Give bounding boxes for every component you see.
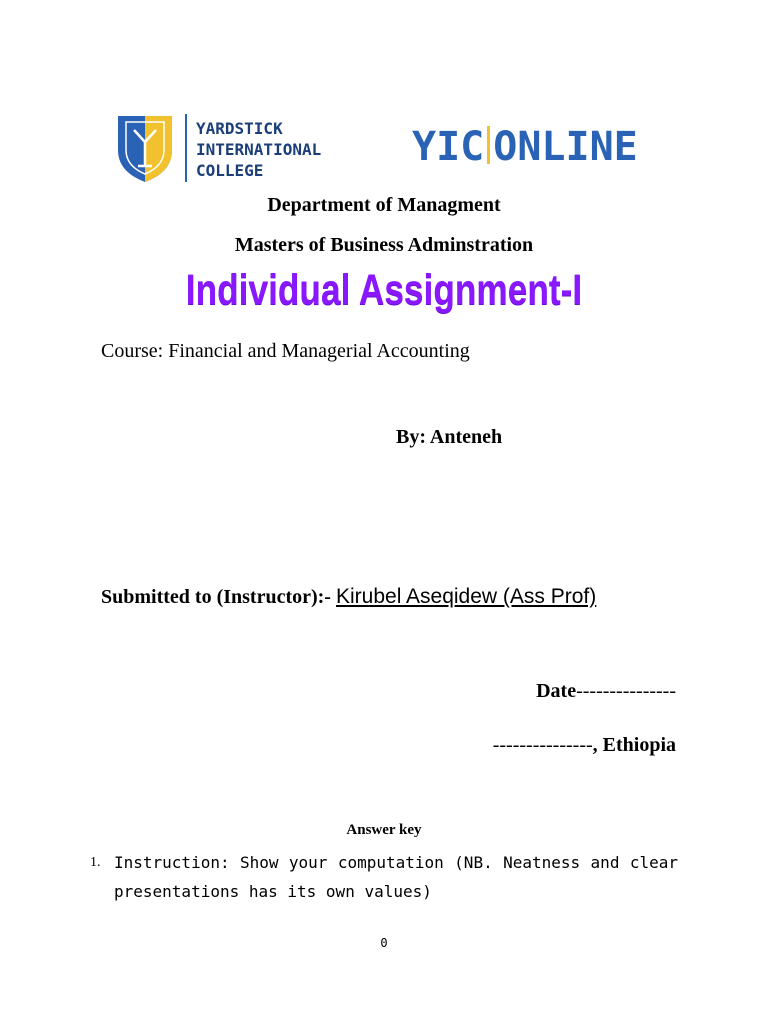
country: , Ethiopia: [592, 734, 676, 756]
course-name: Course: Financial and Managerial Accounting: [101, 340, 470, 362]
instruction-number: 1.: [90, 855, 101, 870]
date-blank: ---------------: [576, 680, 676, 702]
date-line: [536, 680, 676, 703]
logo-divider: [487, 126, 490, 164]
logo-line-2: INTERNATIONAL: [196, 140, 322, 159]
logo-online: ONLINE: [493, 124, 638, 170]
location-line: [493, 734, 676, 757]
author-line: By: Anteneh: [396, 426, 503, 448]
yic-online-logo: [412, 122, 662, 172]
instructor-name: Kirubel Aseqidew (Ass Prof): [335, 585, 597, 608]
logo-line-3: COLLEGE: [196, 161, 264, 180]
page-number: 0: [380, 936, 388, 950]
city-blank: ---------------: [492, 734, 593, 756]
instruction-item: [90, 848, 678, 906]
logo-yic: YIC: [412, 124, 485, 170]
program-heading: Masters of Business Adminstration: [234, 234, 534, 256]
date-label: Date: [536, 680, 577, 702]
logo-line-1: YARDSTICK: [196, 119, 283, 138]
assignment-title: Individual Assignment-I: [185, 266, 583, 314]
answer-key-heading: Answer key: [346, 822, 422, 838]
yardstick-college-logo: [114, 112, 354, 184]
department-heading: Department of Managment: [267, 194, 501, 216]
submitted-label: Submitted to (Instructor):-: [101, 586, 336, 608]
instruction-text: Instruction: Show your computation (NB. Neatness and clear presentations has its own values): [114, 853, 678, 901]
submitted-to-line: [101, 585, 596, 609]
